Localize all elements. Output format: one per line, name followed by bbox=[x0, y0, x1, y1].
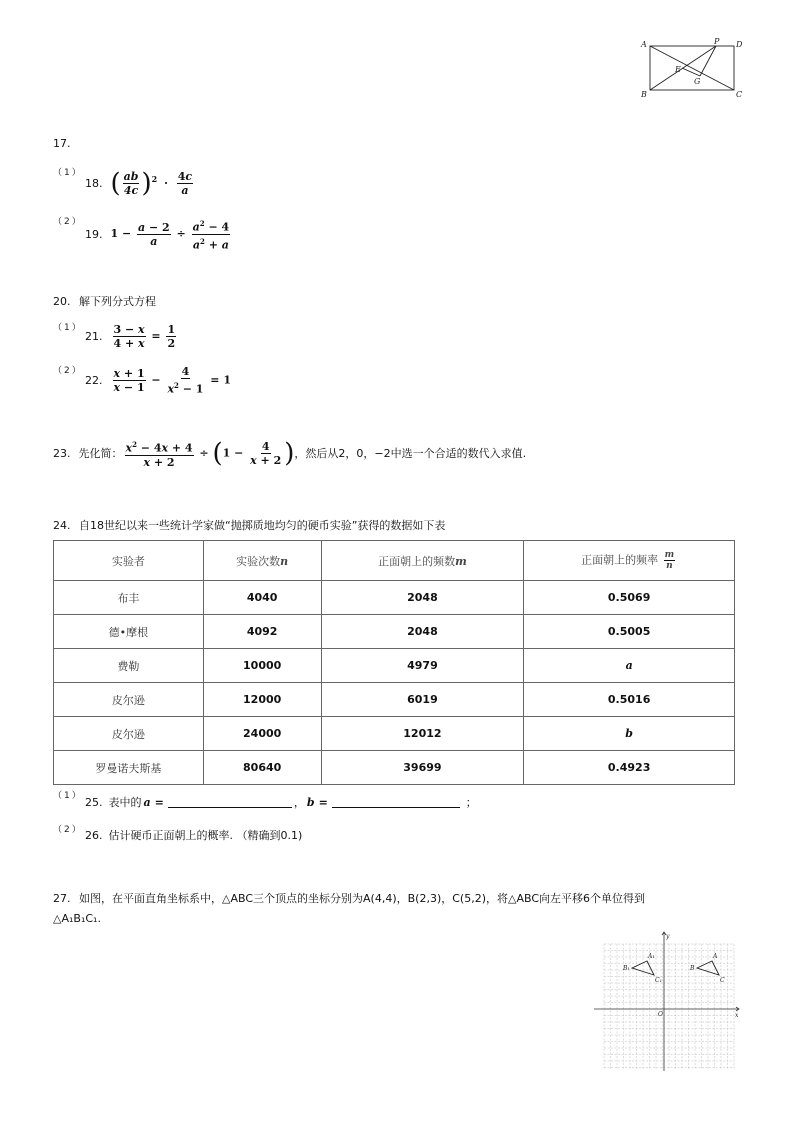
q17-number: 17. bbox=[53, 137, 71, 150]
label-c: C bbox=[720, 977, 725, 984]
q20-number: 20. bbox=[53, 295, 71, 308]
table-row bbox=[54, 751, 735, 785]
cell-name: 罗曼诺夫斯基 bbox=[54, 751, 204, 785]
q24-text: 自18世纪以来一些统计学家做“抛掷质地均匀的硬币实验”获得的数据如下表 bbox=[79, 519, 446, 532]
q27-text-block bbox=[53, 889, 753, 929]
q26-text: 估计硬币正面朝上的概率. （精确到0.1) bbox=[108, 829, 303, 842]
cell-trials: 12000 bbox=[203, 683, 321, 717]
table-row bbox=[54, 581, 735, 615]
table-row bbox=[54, 615, 735, 649]
header-experimenter: 实验者 bbox=[54, 541, 204, 581]
cell-frequency: 0.5016 bbox=[524, 683, 735, 717]
answer-blank-a[interactable] bbox=[168, 796, 292, 808]
line-pg bbox=[700, 46, 716, 76]
table-row bbox=[54, 649, 735, 683]
cell-name: 皮尔逊 bbox=[54, 717, 204, 751]
cell-trials: 24000 bbox=[203, 717, 321, 751]
label-d: D bbox=[736, 40, 743, 49]
q25-var-a: a bbox=[143, 795, 151, 809]
q25-line bbox=[85, 794, 477, 810]
q23-post-text: ，然后从2，0，−2中选一个合适的数代入求值. bbox=[294, 447, 527, 461]
cell-heads: 12012 bbox=[321, 717, 524, 751]
cell-heads: 39699 bbox=[321, 751, 524, 785]
q24-sub1-label: （1） bbox=[53, 791, 83, 801]
label-a: A bbox=[713, 953, 718, 960]
header-heads-frequency: 正面朝上的频率 $\frac{m}{n}$ bbox=[524, 541, 735, 581]
q26-line bbox=[85, 827, 302, 843]
table-row bbox=[54, 683, 735, 717]
label-a: A bbox=[641, 40, 647, 49]
q20-text: 解下列分式方程 bbox=[79, 295, 156, 308]
q20-sub1-label: （1） bbox=[53, 323, 83, 333]
cell-frequency: a bbox=[524, 649, 735, 683]
cell-name: 布丰 bbox=[54, 581, 204, 615]
cell-frequency: 0.4923 bbox=[524, 751, 735, 785]
label-b1: B₁ bbox=[623, 965, 630, 972]
cell-trials: 80640 bbox=[203, 751, 321, 785]
label-a1: A₁ bbox=[648, 953, 655, 960]
q25-equals-b: = bbox=[318, 795, 328, 809]
q24-heading bbox=[53, 517, 445, 533]
rectangle-figure bbox=[638, 36, 746, 100]
q27-number: 27. bbox=[53, 892, 71, 905]
cell-trials: 4092 bbox=[203, 615, 321, 649]
line-eg bbox=[682, 68, 700, 76]
label-b: B bbox=[641, 90, 647, 99]
q25-equals-a: = bbox=[154, 795, 164, 809]
q21-expression: 21. $\frac{3 - x}{4 + x}$ = $\frac{1}{2}$ bbox=[85, 323, 176, 350]
diagonal-ac bbox=[650, 46, 734, 90]
q24-sub2-label: （2） bbox=[53, 825, 83, 835]
cell-frequency: 0.5069 bbox=[524, 581, 735, 615]
q18-expression: 18. ( $\frac{ab}{4c}$ )$^2$ · $\frac{4c}{a}$ bbox=[85, 168, 193, 199]
cell-name: 德•摩根 bbox=[54, 615, 204, 649]
q24-number: 24. bbox=[53, 519, 71, 532]
table-header-row bbox=[54, 541, 735, 581]
header-trials: 实验次数n bbox=[203, 541, 321, 581]
label-p: P bbox=[714, 37, 720, 46]
q26-number: 26. bbox=[85, 828, 103, 842]
q25-number: 25. bbox=[85, 795, 103, 809]
q25-pre-text: 表中的 bbox=[108, 796, 142, 809]
cell-frequency: b bbox=[524, 717, 735, 751]
label-b: B bbox=[690, 965, 695, 972]
answer-blank-b[interactable] bbox=[332, 796, 460, 808]
grid-lines bbox=[604, 944, 734, 1070]
label-e: E bbox=[675, 65, 681, 74]
cell-trials: 4040 bbox=[203, 581, 321, 615]
q23-expression: $\frac{x^2 - 4x + 4}{x + 2}$ ÷ (1 − $\frac{4}{x + 2}$ ) bbox=[125, 438, 295, 469]
q21-number: 21. bbox=[85, 330, 103, 343]
cell-heads: 2048 bbox=[321, 615, 524, 649]
cell-name: 皮尔逊 bbox=[54, 683, 204, 717]
cell-name: 费勒 bbox=[54, 649, 204, 683]
label-origin: O bbox=[658, 1011, 663, 1018]
q17-sub2-label: （2） bbox=[53, 217, 83, 227]
cell-heads: 6019 bbox=[321, 683, 524, 717]
q25-end: ； bbox=[465, 796, 477, 809]
q25-var-b: b bbox=[306, 795, 315, 809]
q27-text-line1: 如图，在平面直角坐标系中，△ABC三个顶点的坐标分别为A(4,4)，B(2,3)，C(5,2)，将△ABC向左平移6个单位得到 bbox=[79, 892, 646, 905]
label-c: C bbox=[736, 90, 743, 99]
q25-comma: ， bbox=[293, 796, 305, 809]
coordinate-grid-figure bbox=[594, 930, 744, 1072]
cell-trials: 10000 bbox=[203, 649, 321, 683]
header-heads-count: 正面朝上的频数m bbox=[321, 541, 524, 581]
coin-experiment-table bbox=[53, 540, 735, 785]
q17-sub1-label: （1） bbox=[53, 168, 83, 178]
q23-line bbox=[53, 438, 526, 469]
q22-expression: 22. $\frac{x + 1}{x - 1}$ − $\frac{4}{x^2 - 1}$ = 1 bbox=[85, 365, 231, 396]
q23-pre-text: 先化简： bbox=[78, 447, 123, 461]
q20-sub2-label: （2） bbox=[53, 366, 83, 376]
q23-number: 23. bbox=[53, 446, 71, 460]
q19-expression: 19. 1 − $\frac{a - 2}{a}$ ÷ $\frac{a^2 - 4}{a^2 + a}$ bbox=[85, 219, 230, 252]
label-g: G bbox=[694, 77, 701, 86]
label-c1: C₁ bbox=[655, 977, 662, 984]
q18-number: 18. bbox=[85, 177, 103, 190]
q20-heading bbox=[53, 293, 156, 309]
q22-number: 22. bbox=[85, 373, 103, 387]
cell-heads: 4979 bbox=[321, 649, 524, 683]
q27-text-line2: △A₁B₁C₁. bbox=[53, 912, 101, 925]
label-x: x bbox=[735, 1012, 739, 1019]
cell-frequency: 0.5005 bbox=[524, 615, 735, 649]
cell-heads: 2048 bbox=[321, 581, 524, 615]
q19-number: 19. bbox=[85, 227, 103, 241]
table-row bbox=[54, 717, 735, 751]
label-y: y bbox=[666, 933, 670, 940]
